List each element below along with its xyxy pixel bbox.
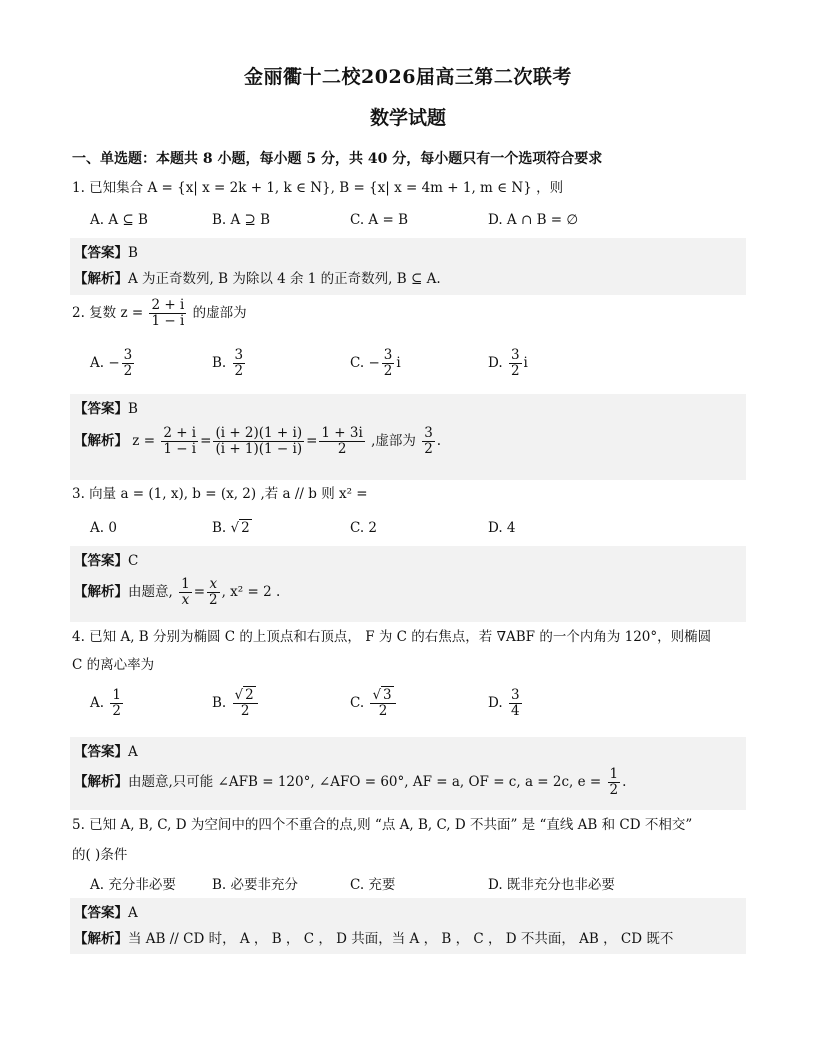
question-4-stem-line2: C 的离心率为: [72, 657, 155, 673]
analysis-text: 由题意,只可能 ∠AFB = 120°, ∠AFO = 60°, AF = a, OF = c, a = 2c, e =: [128, 774, 602, 790]
answer-value: C: [128, 553, 139, 569]
sqrt-value: 2: [245, 687, 254, 703]
option-c: C. A = B: [350, 212, 408, 228]
answer-tag: 【答案】: [74, 553, 128, 569]
analysis-tag: 【解析】: [74, 774, 128, 790]
fraction-numerator: 3: [510, 347, 520, 363]
fraction: [213, 426, 304, 457]
question-1-solution: [70, 238, 746, 295]
fraction: [179, 577, 192, 608]
analysis-text: .: [436, 433, 442, 449]
sqrt-value: 2: [241, 520, 250, 536]
option-suffix: i: [523, 355, 528, 371]
stem-text: 2. 复数 z =: [72, 305, 144, 321]
analysis-tag: 【解析】: [74, 433, 128, 449]
question-2-solution: [70, 394, 746, 480]
fraction-numerator: (i + 2)(1 + i): [215, 425, 303, 441]
answer-line: [74, 549, 138, 569]
option-a: A. 充分非必要: [90, 877, 176, 893]
option-b: B. 必要非充分: [212, 877, 299, 893]
fraction: [382, 348, 395, 379]
analysis-text: =: [193, 584, 205, 600]
question-4-stem-line1: 4. 已知 A, B 分别为椭圆 C 的上顶点和右顶点， F 为 C 的右焦点，若 ∇ABF 的一个内角为 120°，则椭圆: [72, 629, 712, 645]
fraction-denominator: 2: [510, 363, 520, 379]
question-5-stem-line1: 5. 已知 A, B, C, D 为空间中的四个不重合的点,则 “点 A, B, C, D 不共面” 是 “直线 AB 和 CD 不相交”: [72, 817, 693, 833]
answer-value: A: [128, 905, 138, 921]
fraction-numerator: 1: [112, 687, 121, 703]
section-heading: 一、单选题：本题共 8 小题，每小题 5 分，共 40 分，每小题只有一个选项符合要求: [72, 151, 603, 167]
question-1-stem: 1. 已知集合 A = {x| x = 2k + 1, k ∈ N}, B = {x| x = 4m + 1, m ∈ N} ，则: [72, 180, 564, 196]
fraction-denominator: 2: [383, 363, 393, 379]
answer-line: [74, 397, 138, 417]
fraction: [608, 767, 621, 798]
option-c: C. 充要: [350, 877, 396, 893]
analysis-line: 【解析】 z = $\frac{2 + i}{1 - i}$ = $\frac{(i + 2)(1 + i)}{(i + 1)(1 - i)}$ = $\frac{1 + 3i}{2}$ ,虚部为 $\frac{3}{2}$ .: [74, 425, 442, 457]
analysis-tag: 【解析】: [74, 931, 128, 947]
page-title: 金丽衢十二校2026届高三第二次联考: [244, 66, 572, 88]
option-label: B.: [212, 695, 227, 711]
fraction: [110, 688, 123, 719]
option-a: A. 0: [90, 520, 117, 536]
stem-text: 的虚部为: [192, 305, 247, 321]
option-b: [212, 688, 260, 719]
fraction-denominator: 2: [112, 703, 121, 719]
option-label: B.: [212, 520, 227, 536]
question-5-stem-line2: 的( )条件: [72, 847, 128, 863]
fraction: [422, 426, 435, 457]
fraction-numerator: 3: [510, 687, 520, 703]
fraction: [149, 298, 186, 329]
fraction-denominator: (i + 1)(1 − i): [215, 441, 303, 457]
fraction-denominator: 2: [378, 703, 388, 719]
analysis-text: z =: [132, 433, 156, 449]
fraction-numerator: 3: [123, 347, 133, 363]
question-5-solution: [70, 898, 746, 954]
fraction-numerator: 3: [234, 347, 244, 363]
option-c: C. 2: [350, 520, 378, 536]
answer-value: B: [128, 245, 138, 261]
option-label: D.: [488, 695, 503, 711]
option-label: A.: [90, 355, 105, 371]
fraction: [207, 577, 220, 608]
option-suffix: i: [396, 355, 401, 371]
fraction-numerator: 3: [424, 425, 433, 441]
fraction-denominator: 2: [209, 592, 218, 608]
page-subtitle: 数学试题: [369, 107, 446, 129]
answer-line: [74, 901, 138, 921]
fraction-denominator: 2: [424, 441, 433, 457]
answer-tag: 【答案】: [74, 905, 128, 921]
option-a: A. A ⊆ B: [90, 212, 148, 228]
question-2-stem: [72, 298, 247, 329]
option-b: [212, 348, 247, 379]
analysis-text: .: [622, 774, 627, 790]
option-b: B. √ 2: [212, 520, 250, 536]
analysis-text: A 为正奇数列, B 为除以 4 余 1 的正奇数列, B ⊆ A.: [128, 271, 441, 287]
fraction: [122, 348, 135, 379]
analysis-line: [74, 267, 441, 287]
option-sign: −: [368, 355, 380, 371]
sqrt-value: 3: [383, 687, 392, 703]
fraction-numerator: 1: [609, 766, 619, 782]
option-a: [90, 348, 136, 379]
option-a: [90, 688, 125, 719]
option-d: [488, 688, 524, 719]
fraction: [509, 348, 522, 379]
question-3-stem: 3. 向量 a = (1, x), b = (x, 2) ,若 a // b 则 x² =: [72, 486, 368, 502]
analysis-text: , x² = 2 .: [221, 584, 281, 600]
fraction-numerator: x: [207, 577, 220, 593]
answer-value: B: [128, 401, 138, 417]
fraction-denominator: x: [181, 592, 190, 608]
fraction: [161, 426, 198, 457]
fraction: [370, 688, 395, 719]
fraction-denominator: 2: [609, 782, 619, 798]
option-d: D. 4: [488, 520, 516, 536]
analysis-tag: 【解析】: [74, 271, 128, 287]
answer-line: [74, 740, 138, 760]
fraction-numerator: 2 + i: [163, 425, 197, 441]
fraction: [233, 348, 246, 379]
option-d: D. 既非充分也非必要: [488, 877, 615, 893]
fraction-numerator: √ 2: [233, 688, 258, 704]
answer-line: [74, 241, 138, 261]
fraction-numerator: 2 + i: [151, 297, 185, 313]
option-d: D. A ∩ B = ∅: [488, 212, 579, 228]
analysis-line: [74, 927, 673, 947]
fraction-denominator: 1 − i: [151, 313, 185, 329]
fraction-denominator: 4: [510, 703, 520, 719]
answer-tag: 【答案】: [74, 245, 128, 261]
answer-tag: 【答案】: [74, 744, 128, 760]
option-c: [350, 348, 401, 379]
fraction-numerator: 1 + 3i: [321, 425, 363, 441]
fraction-numerator: 3: [383, 347, 393, 363]
fraction-denominator: 2: [234, 363, 244, 379]
option-c: [350, 688, 398, 719]
analysis-text: 当 AB // CD 时， A ， B ， C ， D 共面，当 A ， B ， C ， D 不共面， AB ， CD 既不: [128, 931, 674, 947]
fraction: [509, 688, 522, 719]
analysis-text: 由题意,: [128, 584, 173, 600]
fraction-denominator: 1 − i: [163, 441, 197, 457]
option-sign: −: [108, 355, 120, 371]
fraction-numerator: 1: [181, 576, 190, 592]
fraction-denominator: 2: [337, 441, 347, 457]
option-d: [488, 348, 528, 379]
option-label: C.: [350, 355, 365, 371]
analysis-tag: 【解析】: [74, 584, 128, 600]
fraction-numerator: √ 3: [370, 688, 395, 704]
option-label: A.: [90, 695, 105, 711]
question-4-solution: [70, 737, 746, 810]
option-label: B.: [212, 355, 227, 371]
option-label: D.: [488, 355, 503, 371]
fraction: [233, 688, 258, 719]
analysis-text: ,虚部为: [371, 433, 416, 449]
answer-tag: 【答案】: [74, 401, 128, 417]
fraction-denominator: 2: [240, 703, 250, 719]
question-3-solution: [70, 546, 746, 622]
analysis-line: [74, 767, 626, 798]
option-b: B. A ⊇ B: [212, 212, 271, 228]
analysis-line: [74, 577, 280, 608]
answer-value: A: [128, 744, 138, 760]
fraction: [319, 426, 364, 457]
option-label: C.: [350, 695, 365, 711]
fraction-denominator: 2: [123, 363, 133, 379]
